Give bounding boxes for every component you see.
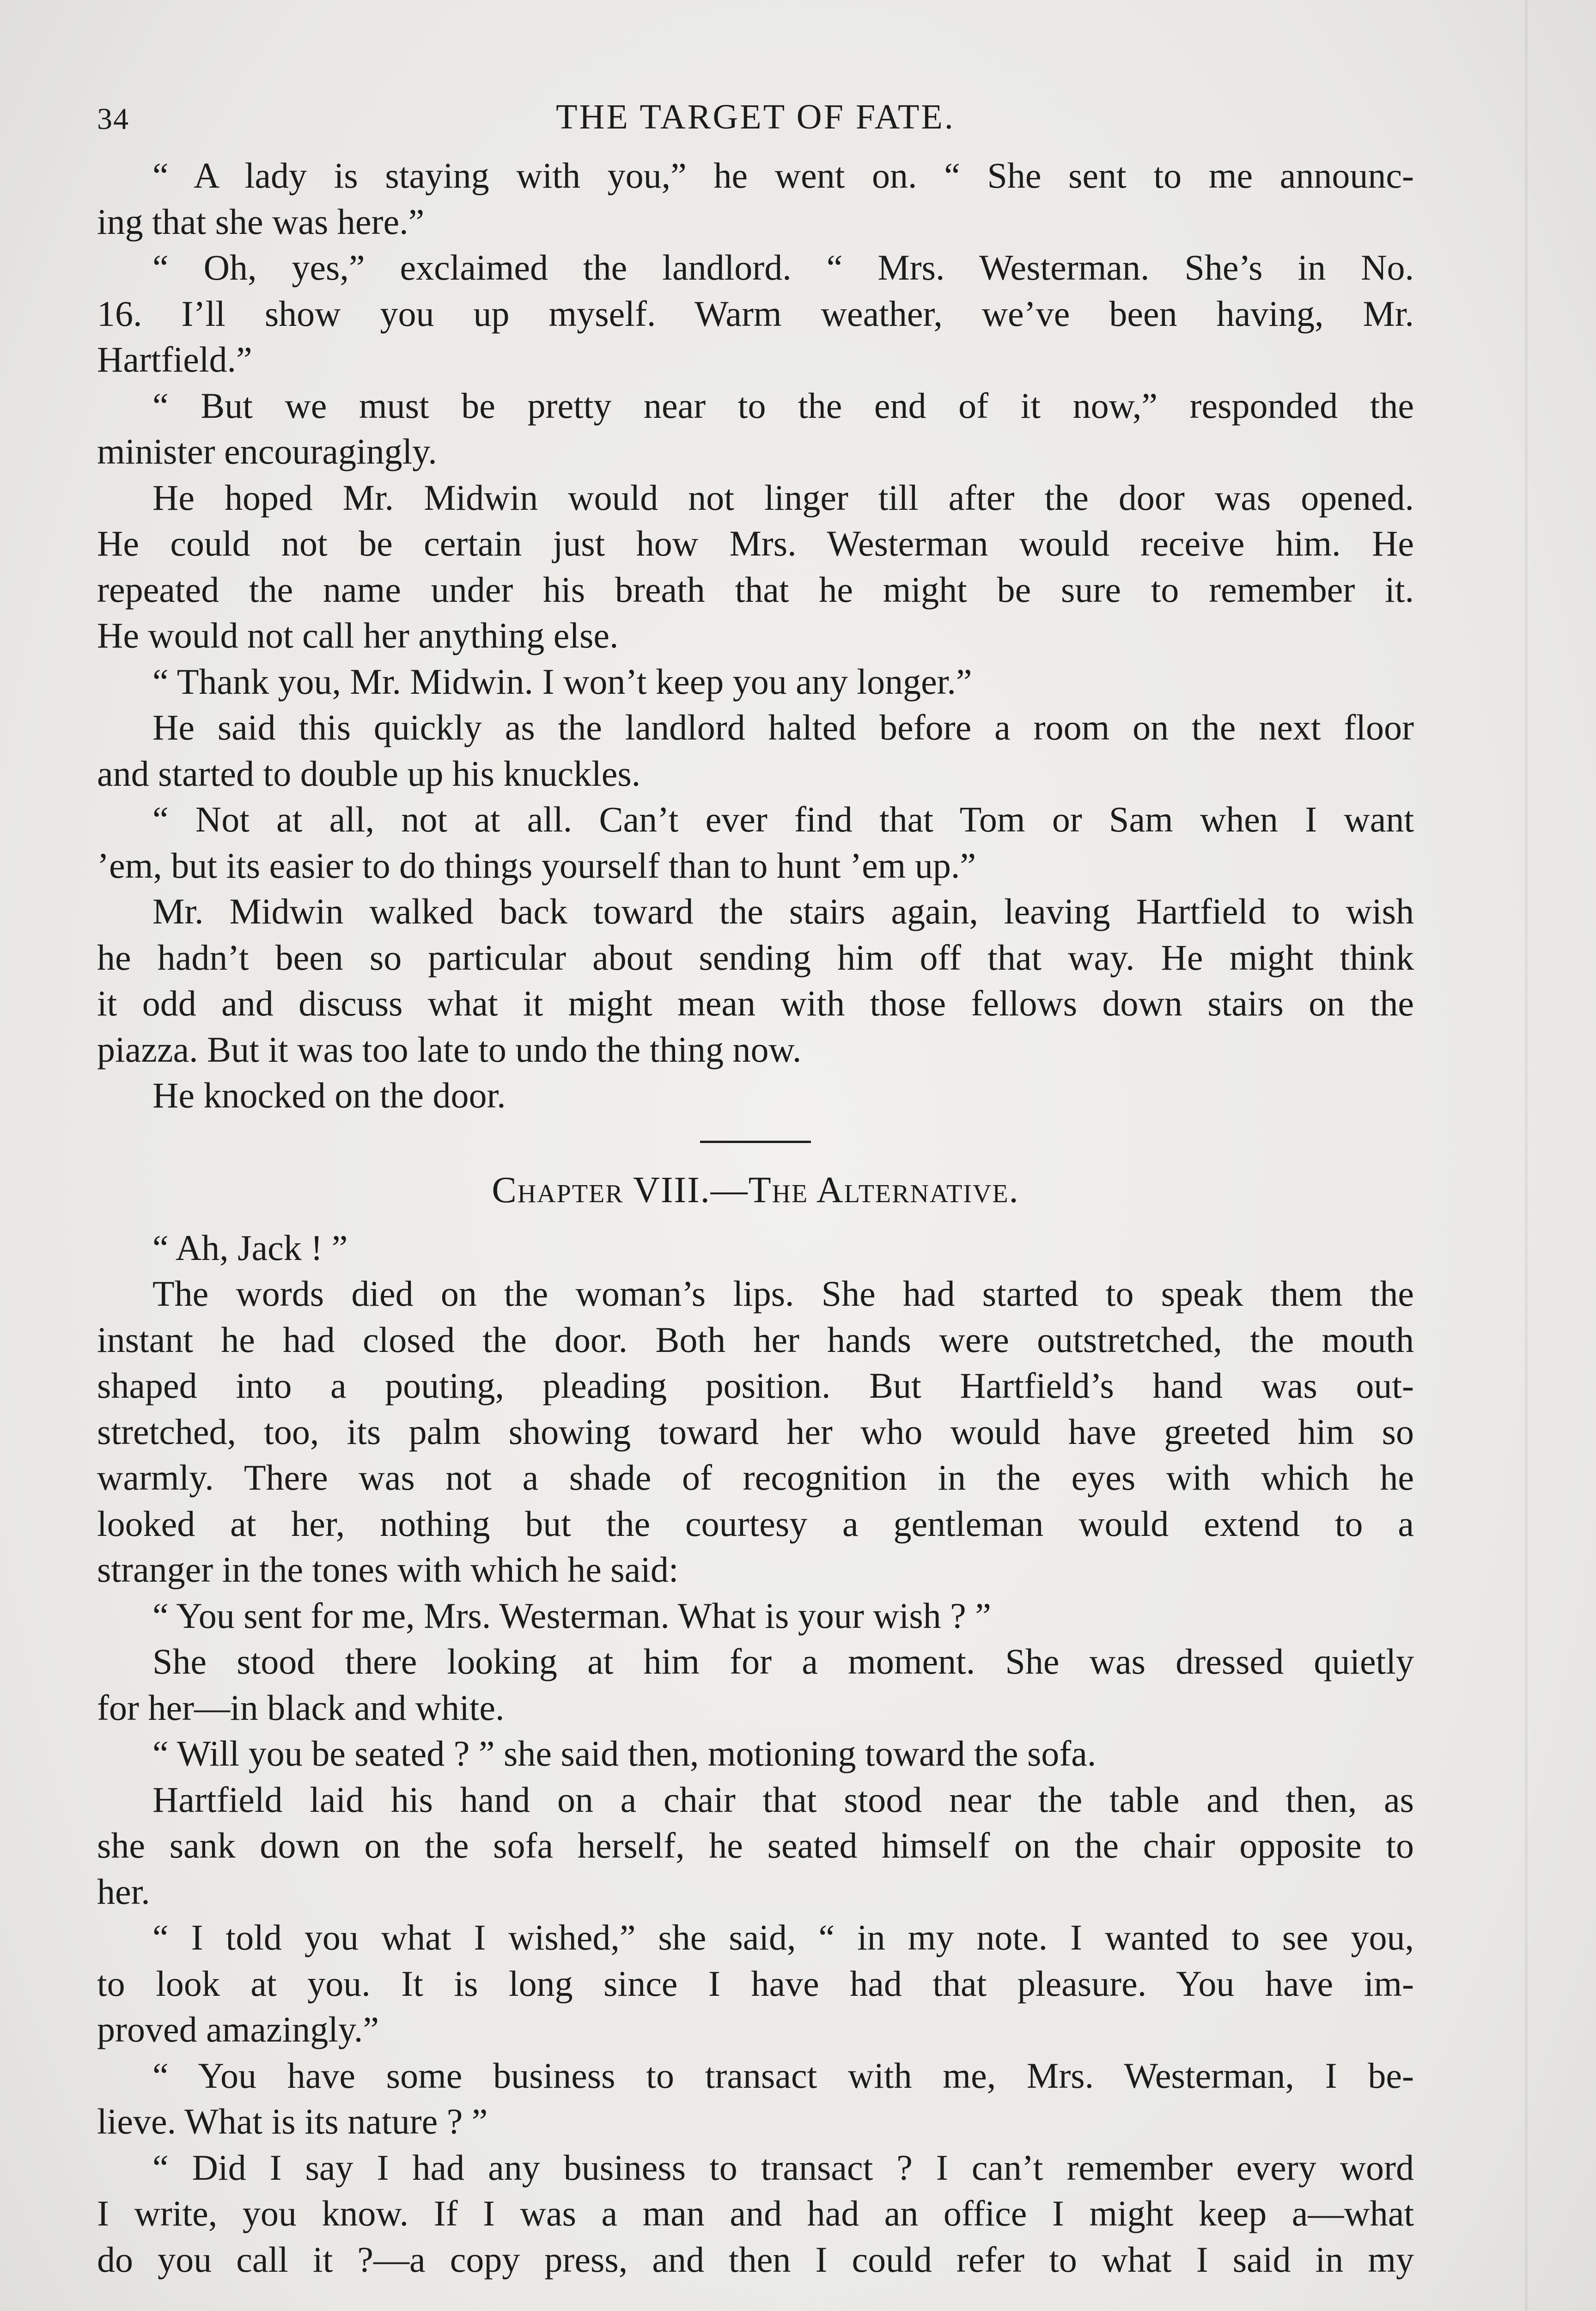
text-line: instant he had closed the door. Both her hands were outstretched, the mouth — [97, 1319, 1414, 1360]
text-line: “ I told you what I wished,” she said, “ in my note. I wanted to see you, — [152, 1917, 1414, 1957]
text-line: repeated the name under his breath that he might be sure to remember it. — [97, 569, 1414, 610]
text-line: “ Ah, Jack ! ” — [152, 1227, 348, 1268]
text-line: “ Did I say I had any business to transact ? I can’t remember every word — [152, 2147, 1414, 2188]
body-text — [97, 153, 1414, 2282]
running-head: THE TARGET OF FATE. — [556, 98, 955, 136]
chapter-heading: Chapter VIII.—The Alternative. — [492, 1169, 1019, 1211]
text-line: he hadn’t been so particular about sending him off that way. He might think — [97, 937, 1414, 978]
text-line: warmly. There was not a shade of recognition in the eyes with which he — [97, 1457, 1414, 1498]
text-line: He hoped Mr. Midwin would not linger till after the door was opened. — [152, 477, 1414, 518]
text-line: do you call it ?—a copy press, and then I could refer to what I said in my — [97, 2239, 1414, 2280]
page-header — [97, 88, 1414, 139]
text-line: piazza. But it was too late to undo the thing now. — [97, 1029, 802, 1070]
section-divider — [97, 1119, 1414, 1165]
text-line: for her—in black and white. — [97, 1687, 505, 1728]
text-line: He said this quickly as the landlord halted before a room on the next floor — [152, 707, 1414, 747]
text-line: “ You sent for me, Mrs. Westerman. What is your wish ? ” — [152, 1595, 991, 1636]
text-line: proved amazingly.” — [97, 2009, 379, 2049]
text-after-chapter — [97, 1225, 1414, 2283]
text-line: Hartfield laid his hand on a chair that stood near the table and then, as — [152, 1779, 1414, 1820]
divider-rule — [700, 1141, 811, 1143]
text-line: stretched, too, its palm showing toward her who would have greeted him so — [97, 1411, 1414, 1452]
text-line: “ Not at all, not at all. Can’t ever find that Tom or Sam when I want — [152, 799, 1414, 839]
text-line: minister encouragingly. — [97, 431, 437, 471]
text-line: stranger in the tones with which he said: — [97, 1549, 679, 1590]
text-line: lieve. What is its nature ? ” — [97, 2101, 488, 2141]
text-line: “ You have some business to transact with me, Mrs. Westerman, I be- — [152, 2055, 1414, 2096]
text-line: “ Will you be seated ? ” she said then, motioning toward the sofa. — [152, 1733, 1096, 1773]
text-line: He could not be certain just how Mrs. Westerman would receive him. He — [97, 523, 1414, 563]
text-line: 16. I’ll show you up myself. Warm weather, we’ve been having, Mr. — [97, 293, 1414, 334]
text-line: Hartfield.” — [97, 339, 252, 379]
text-line: and started to double up his knuckles. — [97, 753, 641, 794]
text-line: “ Thank you, Mr. Midwin. I won’t keep you any longer.” — [152, 661, 972, 702]
text-line: Mr. Midwin walked back toward the stairs again, leaving Hartfield to wish — [152, 891, 1414, 931]
text-line: ’em, but its easier to do things yourself than to hunt ’em up.” — [97, 845, 976, 886]
text-line: it odd and discuss what it might mean with those fellows down stairs on the — [97, 983, 1414, 1023]
text-line: He knocked on the door. — [152, 1075, 506, 1115]
text-line: He would not call her anything else. — [97, 615, 619, 655]
chapter-gap — [97, 1216, 1414, 1225]
text-line: “ Oh, yes,” exclaimed the landlord. “ Mrs. Westerman. She’s in No. — [152, 247, 1414, 287]
text-line: she sank down on the sofa herself, he seated himself on the chair opposite to — [97, 1825, 1414, 1865]
text-line: shaped into a pouting, pleading position. But Hartfield’s hand was out- — [97, 1365, 1414, 1406]
text-line: ing that she was here.” — [97, 201, 425, 242]
text-line: “ But we must be pretty near to the end of it now,” responded the — [152, 385, 1414, 426]
text-line: looked at her, nothing but the courtesy a gentleman would extend to a — [97, 1503, 1414, 1544]
text-line: The words died on the woman’s lips. She had started to speak them the — [152, 1273, 1414, 1314]
text-line: “ A lady is staying with you,” he went on. “ She sent to me announc- — [152, 155, 1414, 196]
text-line: her. — [97, 1871, 150, 1912]
text-line: to look at you. It is long since I have had that pleasure. You have im- — [97, 1963, 1414, 2004]
text-line: I write, you know. If I was a man and had an office I might keep a—what — [97, 2193, 1414, 2233]
text-line: She stood there looking at him for a moment. She was dressed quietly — [152, 1641, 1414, 1681]
text-before-chapter — [97, 153, 1414, 1119]
page-fold-shadow — [1525, 0, 1528, 2311]
page-number: 34 — [97, 102, 129, 136]
